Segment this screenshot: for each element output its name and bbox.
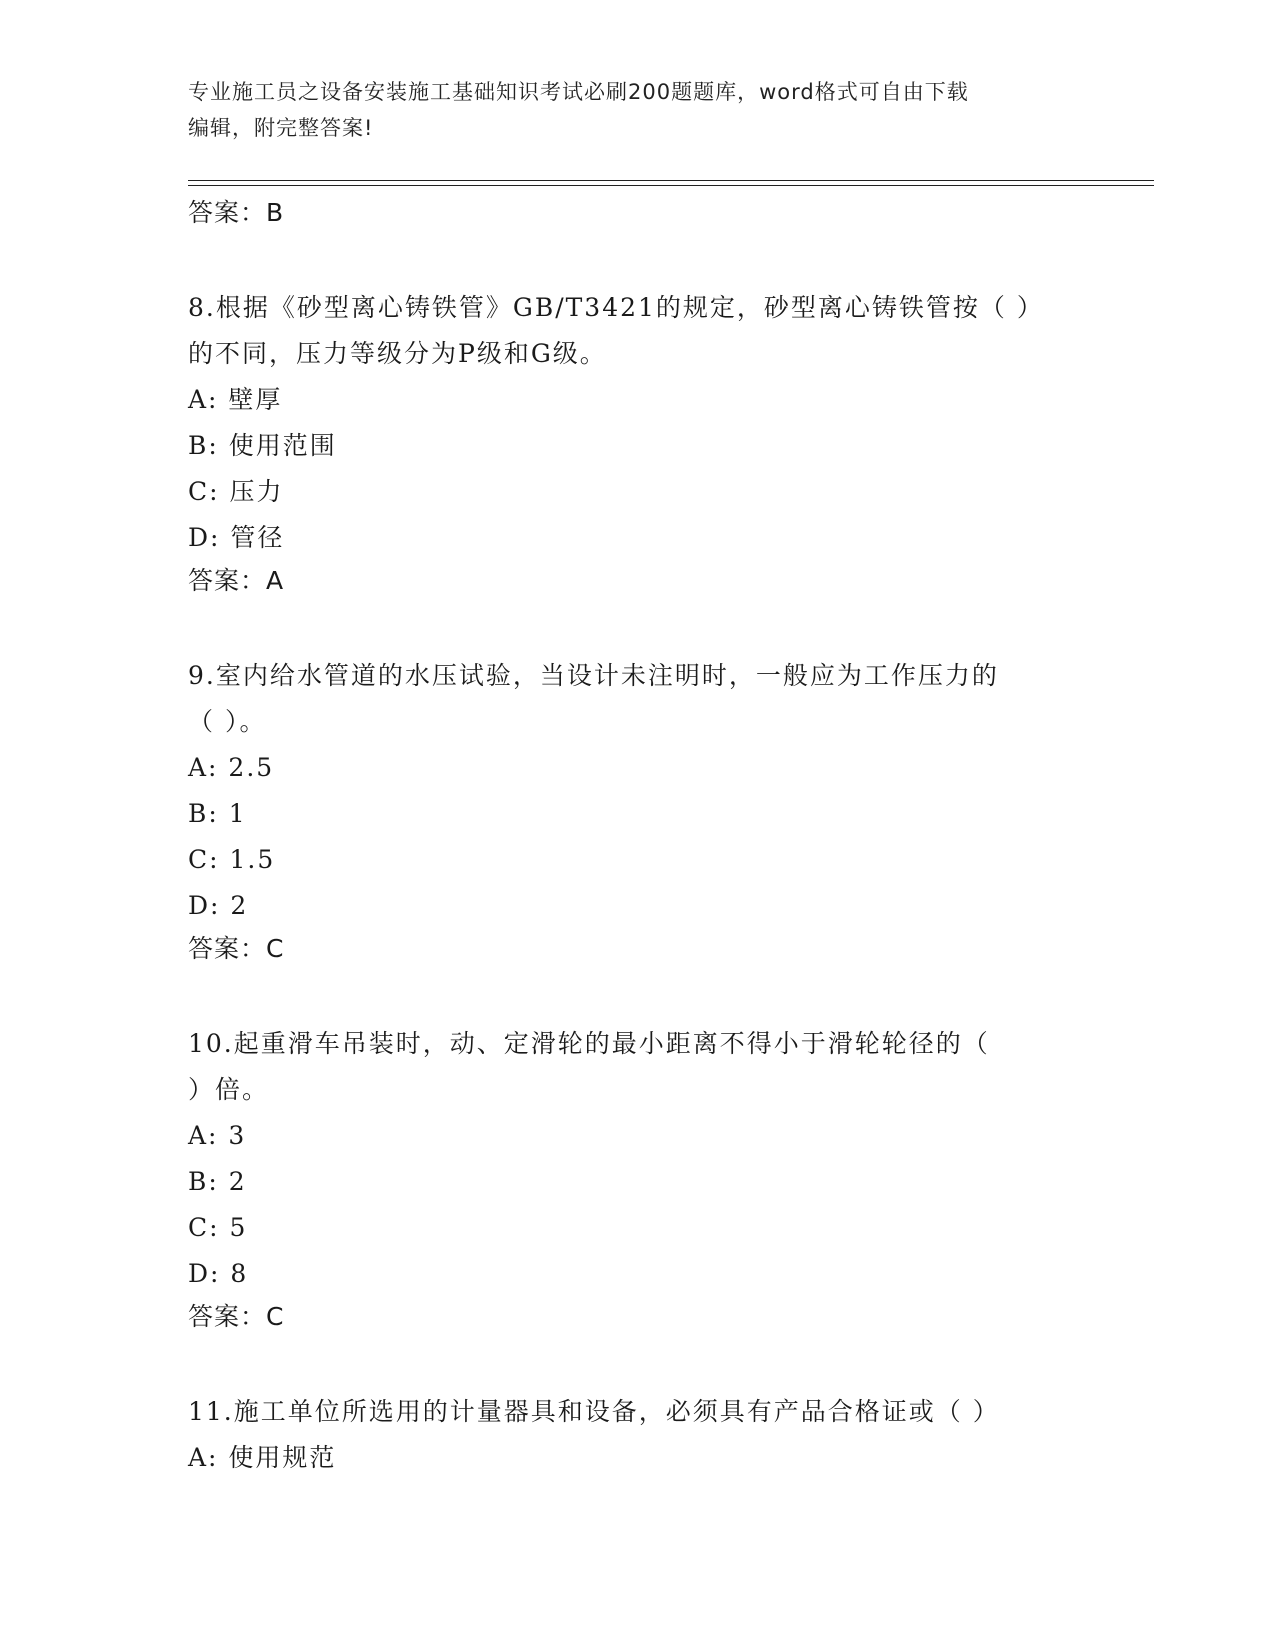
header-line-2: 编辑，附完整答案! bbox=[188, 116, 374, 140]
question-line: 8.根据《砂型离心铸铁管》GB/T3421的规定，砂型离心铸铁管按（ ） bbox=[188, 293, 1044, 322]
option-b: B: 1 bbox=[188, 799, 247, 828]
option-d: D: 管径 bbox=[188, 523, 285, 552]
option-b: B: 2 bbox=[188, 1167, 247, 1196]
option-d: D: 2 bbox=[188, 891, 249, 920]
answer-line: 答案：C bbox=[188, 1302, 285, 1331]
option-a: A: 2.5 bbox=[188, 753, 275, 782]
question-10 bbox=[188, 1021, 1088, 1337]
option-a: A: 使用规范 bbox=[188, 1443, 337, 1472]
answer-line: 答案：A bbox=[188, 566, 285, 595]
option-c: C: 压力 bbox=[188, 477, 284, 506]
question-text bbox=[188, 1021, 1088, 1113]
header-divider-top bbox=[188, 180, 1154, 181]
question-9 bbox=[188, 653, 1088, 969]
question-line: 11.施工单位所选用的计量器具和设备，必须具有产品合格证或（ ） bbox=[188, 1397, 1000, 1426]
question-text bbox=[188, 653, 1088, 745]
option-c: C: 1.5 bbox=[188, 845, 276, 874]
option-d: D: 8 bbox=[188, 1259, 249, 1288]
question-line: 10.起重滑车吊装时，动、定滑轮的最小距离不得小于滑轮轮径的（ bbox=[188, 1029, 990, 1058]
question-11 bbox=[188, 1389, 1088, 1481]
answer-line: 答案：C bbox=[188, 934, 285, 963]
question-line: 的不同，压力等级分为P级和G级。 bbox=[188, 339, 607, 368]
question-line: ）倍。 bbox=[188, 1075, 270, 1104]
question-line: （ ）。 bbox=[188, 707, 267, 736]
document-header bbox=[188, 74, 1088, 146]
question-text bbox=[188, 1389, 1088, 1435]
option-c: C: 5 bbox=[188, 1213, 248, 1242]
header-line-1: 专业施工员之设备安装施工基础知识考试必刷200题题库，word格式可自由下载 bbox=[188, 80, 969, 104]
question-list bbox=[188, 193, 1088, 1481]
header-divider-bottom bbox=[188, 185, 1154, 186]
option-a: A: 壁厚 bbox=[188, 385, 283, 414]
question-8 bbox=[188, 285, 1088, 601]
option-b: B: 使用范围 bbox=[188, 431, 337, 460]
answer-line: 答案：B bbox=[188, 198, 285, 227]
question-text bbox=[188, 285, 1088, 377]
option-a: A: 3 bbox=[188, 1121, 247, 1150]
question-line: 9.室内给水管道的水压试验，当设计未注明时，一般应为工作压力的 bbox=[188, 661, 999, 690]
